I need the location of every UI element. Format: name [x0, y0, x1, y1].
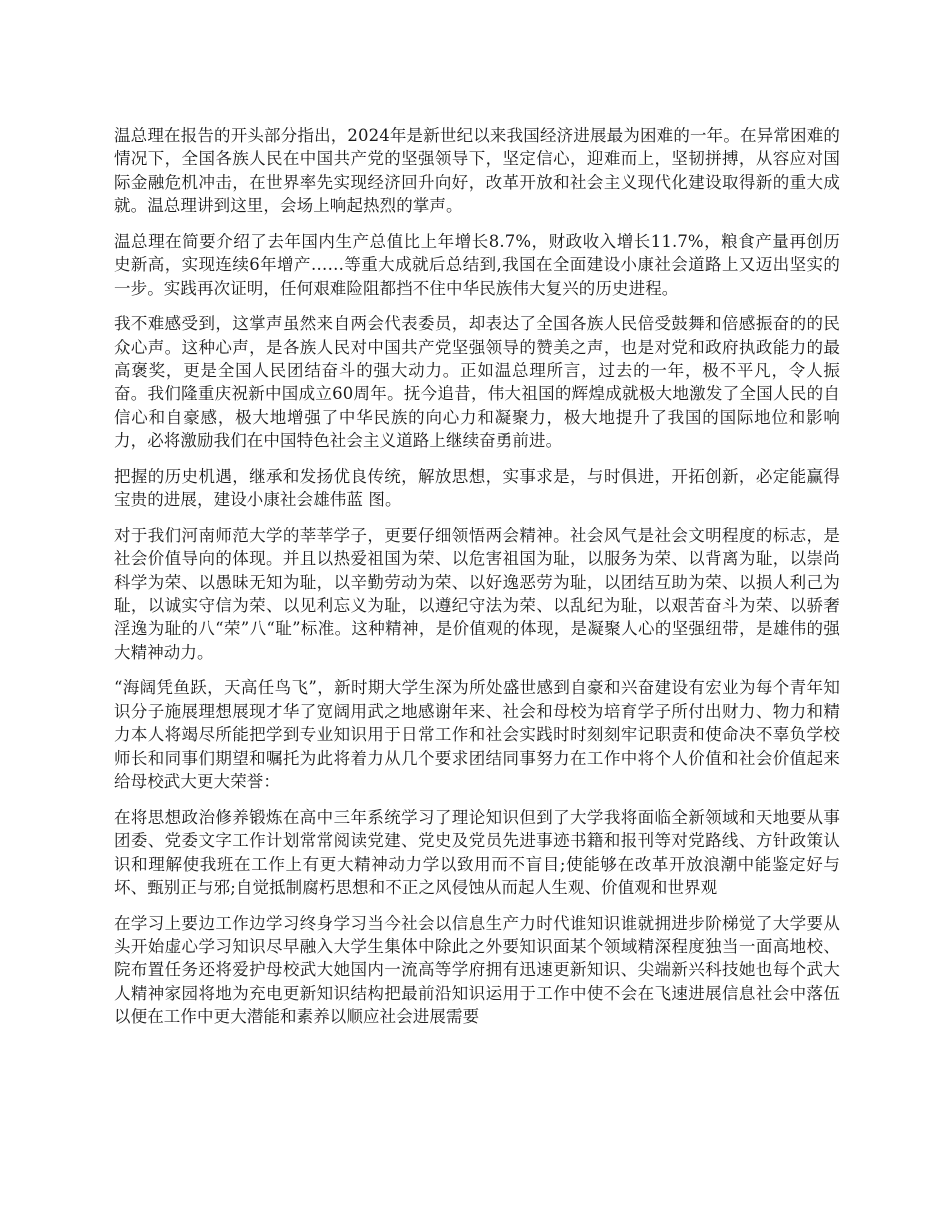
- paragraph-8: 在学习上要边工作边学习终身学习当今社会以信息生产力时代谁知识谁就拥进步阶梯觉了大学要从头开始虚心学习知识尽早融入大学生集体中除此之外要知识面某个领域精深程度独当一面高地校、院布置任务还将爱护母校武大她国内一流高等学府拥有迅速更新知识、尖端新兴科技她也每个武大人精神家园将地为充电更新知识结构把最前沿知识运用于工作中使不会在飞速进展信息社会中落伍以便在工作中更大潜能和素养以顺应社会进展需要: [114, 913, 840, 1027]
- document-body: [114, 124, 840, 1041]
- paragraph-1: 温总理在报告的开头部分指出，2024年是新世纪以来我国经济进展最为困难的一年。在异常困难的情况下，全国各族人民在中国共产党的坚强领导下，坚定信心，迎难而上，坚韧拼搏，从容应对国际金融危机冲击，在世界率先实现经济回升向好，改革开放和社会主义现代化建设取得新的重大成就。温总理讲到这里，会场上响起热烈的掌声。: [114, 126, 840, 216]
- paragraph-6: “海阔凭鱼跃，天高任鸟飞”，新时期大学生深为所处盛世感到自豪和兴奋建设有宏业为每个青年知识分子施展理想展现才华了宽阔用武之地感谢年来、社会和母校为培育学子所付出财力、物力和精力本人将竭尽所能把学到专业知识用于日常工作和社会实践时时刻刻牢记职责和使命决不辜负学校师长和同事们期望和嘱托为此将着力从几个要求团结同事努力在工作中将个人价值和社会价值起来给母校武大更大荣誉：: [114, 678, 840, 792]
- paragraph-4: 把握的历史机遇，继承和发扬优良传统，解放思想，实事求是，与时俱进，开拓创新，必定能赢得宝贵的进展，建设小康社会雄伟蓝 图。: [114, 466, 840, 510]
- paragraph-7: 在将思想政治修养锻炼在高中三年系统学习了理论知识但到了大学我将面临全新领域和天地要从事团委、党委文字工作计划常常阅读党建、党史及党员先进事迹书籍和报刊等对党路线、方针政策认识和理解使我班在工作上有更大精神动力学以致用而不盲目;使能够在改革开放浪潮中能鉴定好与坏、甄别正与邪;自觉抵制腐朽思想和不正之风侵蚀从而起人生观、价值观和世界观: [114, 807, 840, 897]
- paragraph-5: 对于我们河南师范大学的莘莘学子，更要仔细领悟两会精神。社会风气是社会文明程度的标志，是社会价值导向的体现。并且以热爱祖国为荣、以危害祖国为耻，以服务为荣、以背离为耻，以崇尚科学为荣、以愚昧无知为耻，以辛勤劳动为荣、以好逸恶劳为耻，以团结互助为荣、以损人利己为耻，以诚实守信为荣、以见利忘义为耻，以遵纪守法为荣、以乱纪为耻，以艰苦奋斗为荣、以骄奢淫逸为耻的八“荣”八“耻”标准。这种精神，是价值观的体现，是凝聚人心的坚强纽带，是雄伟的强大精神动力。: [114, 525, 840, 662]
- paragraph-3: 我不难感受到，这掌声虽然来自两会代表委员，却表达了全国各族人民倍受鼓舞和倍感振奋的的民众心声。这种心声，是各族人民对中国共产党坚强领导的赞美之声，也是对党和政府执政能力的最高褒奖，更是全国人民团结奋斗的强大动力。正如温总理所言，过去的一年，极不平凡，令人振奋。我们隆重庆祝新中国成立60周年。抚今追昔，伟大祖国的辉煌成就极大地激发了全国人民的自信心和自豪感，极大地增强了中华民族的向心力和凝聚力，极大地提升了我国的国际地位和影响力，必将激励我们在中国特色社会主义道路上继续奋勇前进。: [114, 314, 840, 451]
- paragraph-2: 温总理在简要介绍了去年国内生产总值比上年增长8.7%，财政收入增长11.7%，粮食产量再创历史新高，实现连续6年增产……等重大成就后总结到,我国在全面建设小康社会道路上又迈出坚实的一步。实践再次证明，任何艰难险阻都挡不住中华民族伟大复兴的历史进程。: [114, 231, 840, 298]
